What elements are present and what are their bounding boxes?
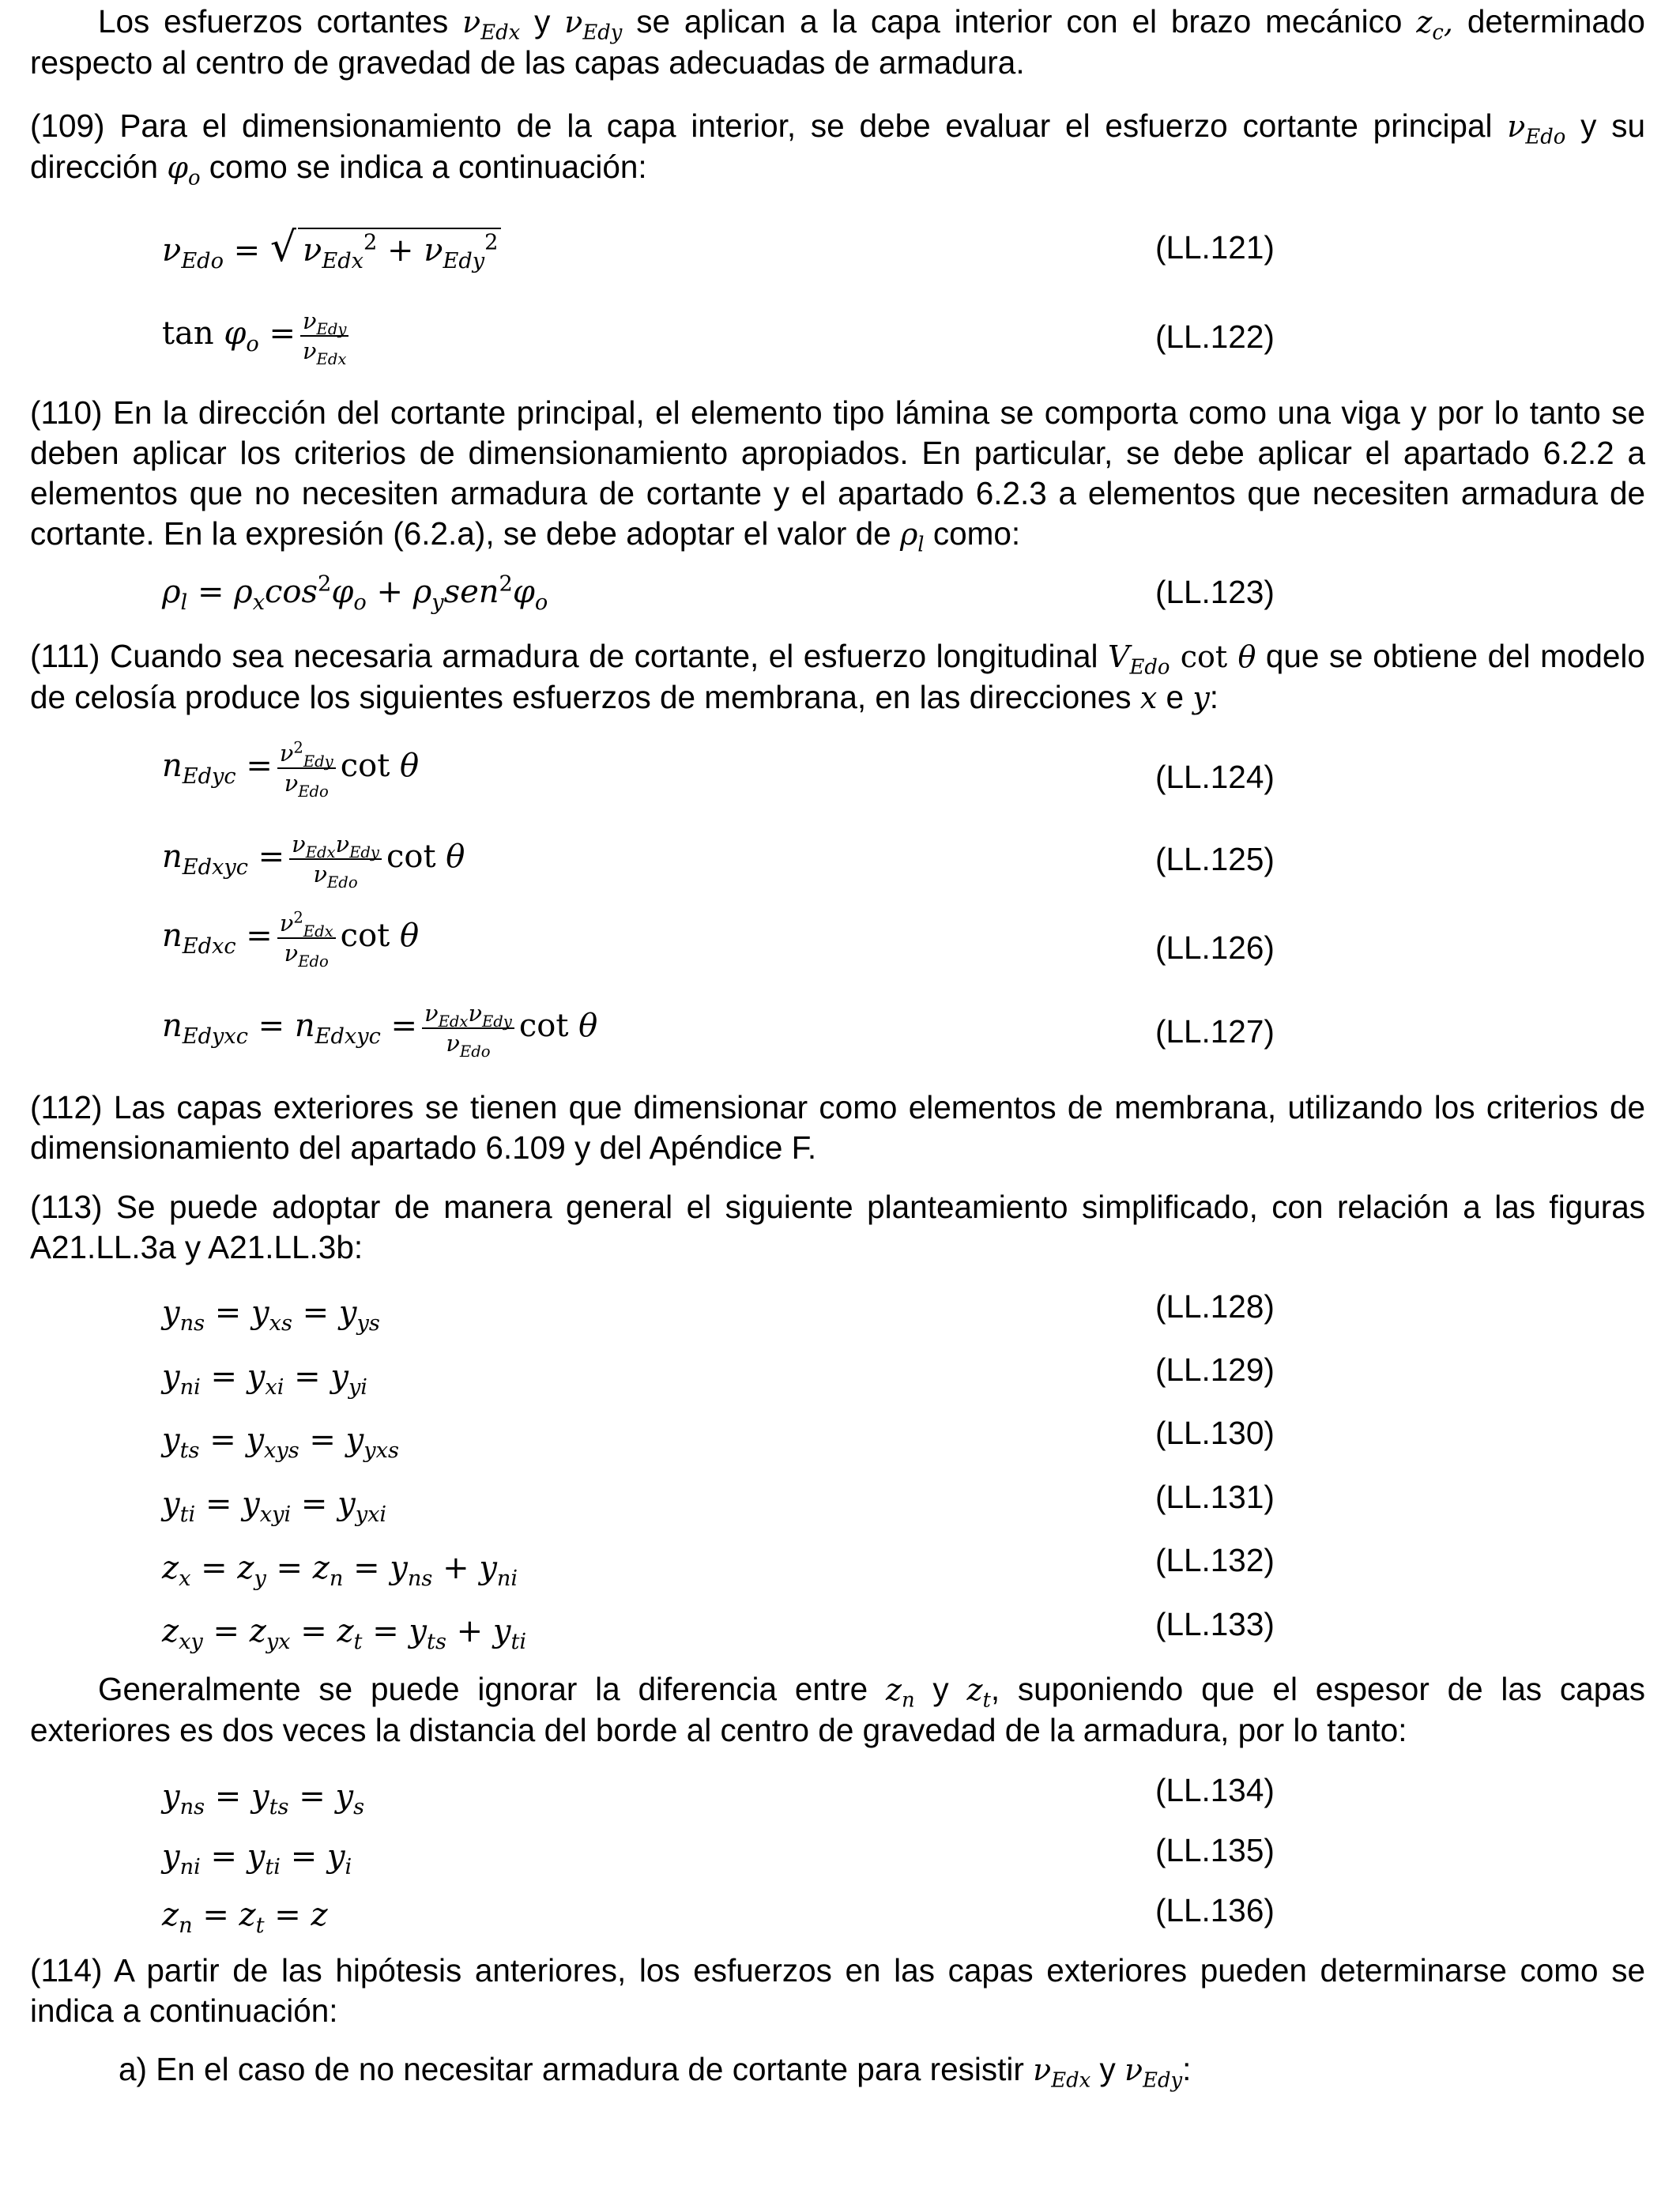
equation-number: (LL.136): [1155, 1892, 1275, 1928]
equation-ll129: $y_{ni} = y_{xi} = y_{yi}$: [162, 1359, 368, 1400]
equation-ll124: $n_{Edyc}$ = $\frac{\nu^2_{Edy}}{\nu_{Edo}}$ cot θ: [162, 738, 420, 801]
equation-ll125: $n_{Edxyc}$ = $\frac{\nu_{Edx}\nu_{Edy}}{\nu_{Edo}}$ cot θ: [162, 831, 465, 892]
equation-ll123: $\rho_l = \rho_x\cos^2\varphi_o + \rho_ysen^2\varphi_o$: [162, 571, 548, 615]
equation-number: (LL.122): [1155, 319, 1275, 355]
equation-ll131: $y_{ti} = y_{xyi} = y_{yxi}$: [162, 1486, 387, 1527]
paragraph-111: (111) Cuando sea necesaria armadura de cortante, el esfuerzo longitudinal $V_{Edo}$ cot θ que se obtiene del modelo de celosía produce los siguientes esfuerzos de membrana, en las direcciones x e y:: [30, 638, 1645, 715]
equation-ll135: $y_{ni} = y_{ti} = y_i$: [162, 1838, 352, 1879]
equation-ll121: $\nu_{Edo}$ = √ $\nu_{Edx}^2 + \nu_{Edy}^2$: [162, 224, 501, 271]
equation-number: (LL.130): [1155, 1415, 1275, 1451]
paragraph-110: (110) En la dirección del cortante principal, el elemento tipo lámina se comporta como una viga y por lo tanto se deben aplicar los criterios de dimensionamiento apropiados. En particular, se debe aplicar el apartado 6.2.2 a elementos que no necesiten armadura de cortante y el apartado 6.2.3 a elementos que necesiten armadura de cortante. En la expresión (6.2.a), se debe adoptar el valor de $\rho_l$ como:: [30, 394, 1645, 557]
equation-ll127: $n_{Edyxc} = n_{Edxyc}$ = $\frac{\nu_{Edx}\nu_{Edy}}{\nu_{Edo}}$ cot θ: [162, 1000, 598, 1061]
equation-number: (LL.126): [1155, 929, 1275, 966]
paragraph-112: (112) Las capas exteriores se tienen que dimensionar como elementos de membrana, utilizando los criterios de dimensionamiento del apartado 6.109 y del Apéndice F.: [30, 1089, 1645, 1166]
equation-ll122: $\tan \varphi_o$ = $\frac{\nu_{Edy}}{\nu_{Edx}}$: [162, 307, 353, 365]
equation-ll133: $z_{xy} = z_{yx} = z_t = y_{ts} + y_{ti}$: [162, 1613, 527, 1654]
equation-number: (LL.131): [1155, 1479, 1275, 1515]
equation-number: (LL.124): [1155, 759, 1275, 795]
equation-number: (LL.125): [1155, 841, 1275, 877]
equation-ll136: $z_n = z_t = z$: [162, 1897, 328, 1938]
equation-number: (LL.132): [1155, 1542, 1275, 1578]
equation-number: (LL.129): [1155, 1351, 1275, 1388]
equation-ll128: $y_{ns} = y_{xs} = y_{ys}$: [162, 1295, 380, 1336]
equation-ll126: $n_{Edxc}$ = $\frac{\nu^2_{Edx}}{\nu_{Edo}}$ cot θ: [162, 908, 420, 971]
equation-number: (LL.123): [1155, 574, 1275, 610]
equation-number: (LL.133): [1155, 1606, 1275, 1642]
paragraph-113: (113) Se puede adoptar de manera general el siguiente planteamiento simplificado, con relación a las figuras A21.LL.3a y A21.LL.3b:: [30, 1189, 1645, 1265]
paragraph-109: (109) Para el dimensionamiento de la capa interior, se debe evaluar el esfuerzo cortante principal $\nu_{Edo}$ y su dirección $\varphi_o$ como se indica a continuación:: [30, 107, 1645, 190]
equation-number: (LL.121): [1155, 229, 1275, 266]
simplification-paragraph: Generalmente se puede ignorar la diferencia entre $z_n$ y $z_t$, suponiendo que el espesor de las capas exteriores es dos veces la distancia del borde al centro de gravedad de la armadura, por lo tanto:: [30, 1671, 1646, 1748]
paragraph-114: (114) A partir de las hipótesis anteriores, los esfuerzos en las capas exteriores pueden determinarse como se indica a continuación:: [30, 1952, 1645, 2029]
equation-number: (LL.135): [1155, 1832, 1275, 1868]
intro-paragraph: Los esfuerzos cortantes $\nu_{Edx}$ y $\nu_{Edy}$ se aplican a la capa interior con el brazo mecánico $z_c$, determinado respecto al centro de gravedad de las capas adecuadas de armadura.: [30, 3, 1645, 81]
equation-number: (LL.134): [1155, 1772, 1275, 1808]
equation-ll134: $y_{ns} = y_{ts} = y_s$: [162, 1778, 365, 1819]
list-item-a: a) En el caso de no necesitar armadura de cortante para resistir $\nu_{Edx}$ y $\nu_{Edy}$:: [119, 2051, 1192, 2093]
equation-number: (LL.127): [1155, 1013, 1275, 1050]
equation-ll130: $y_{ts} = y_{xys} = y_{yxs}$: [162, 1422, 399, 1463]
equation-number: (LL.128): [1155, 1288, 1275, 1325]
equation-ll132: $z_x = z_y = z_n = y_{ns} + y_{ni}$: [162, 1550, 518, 1591]
